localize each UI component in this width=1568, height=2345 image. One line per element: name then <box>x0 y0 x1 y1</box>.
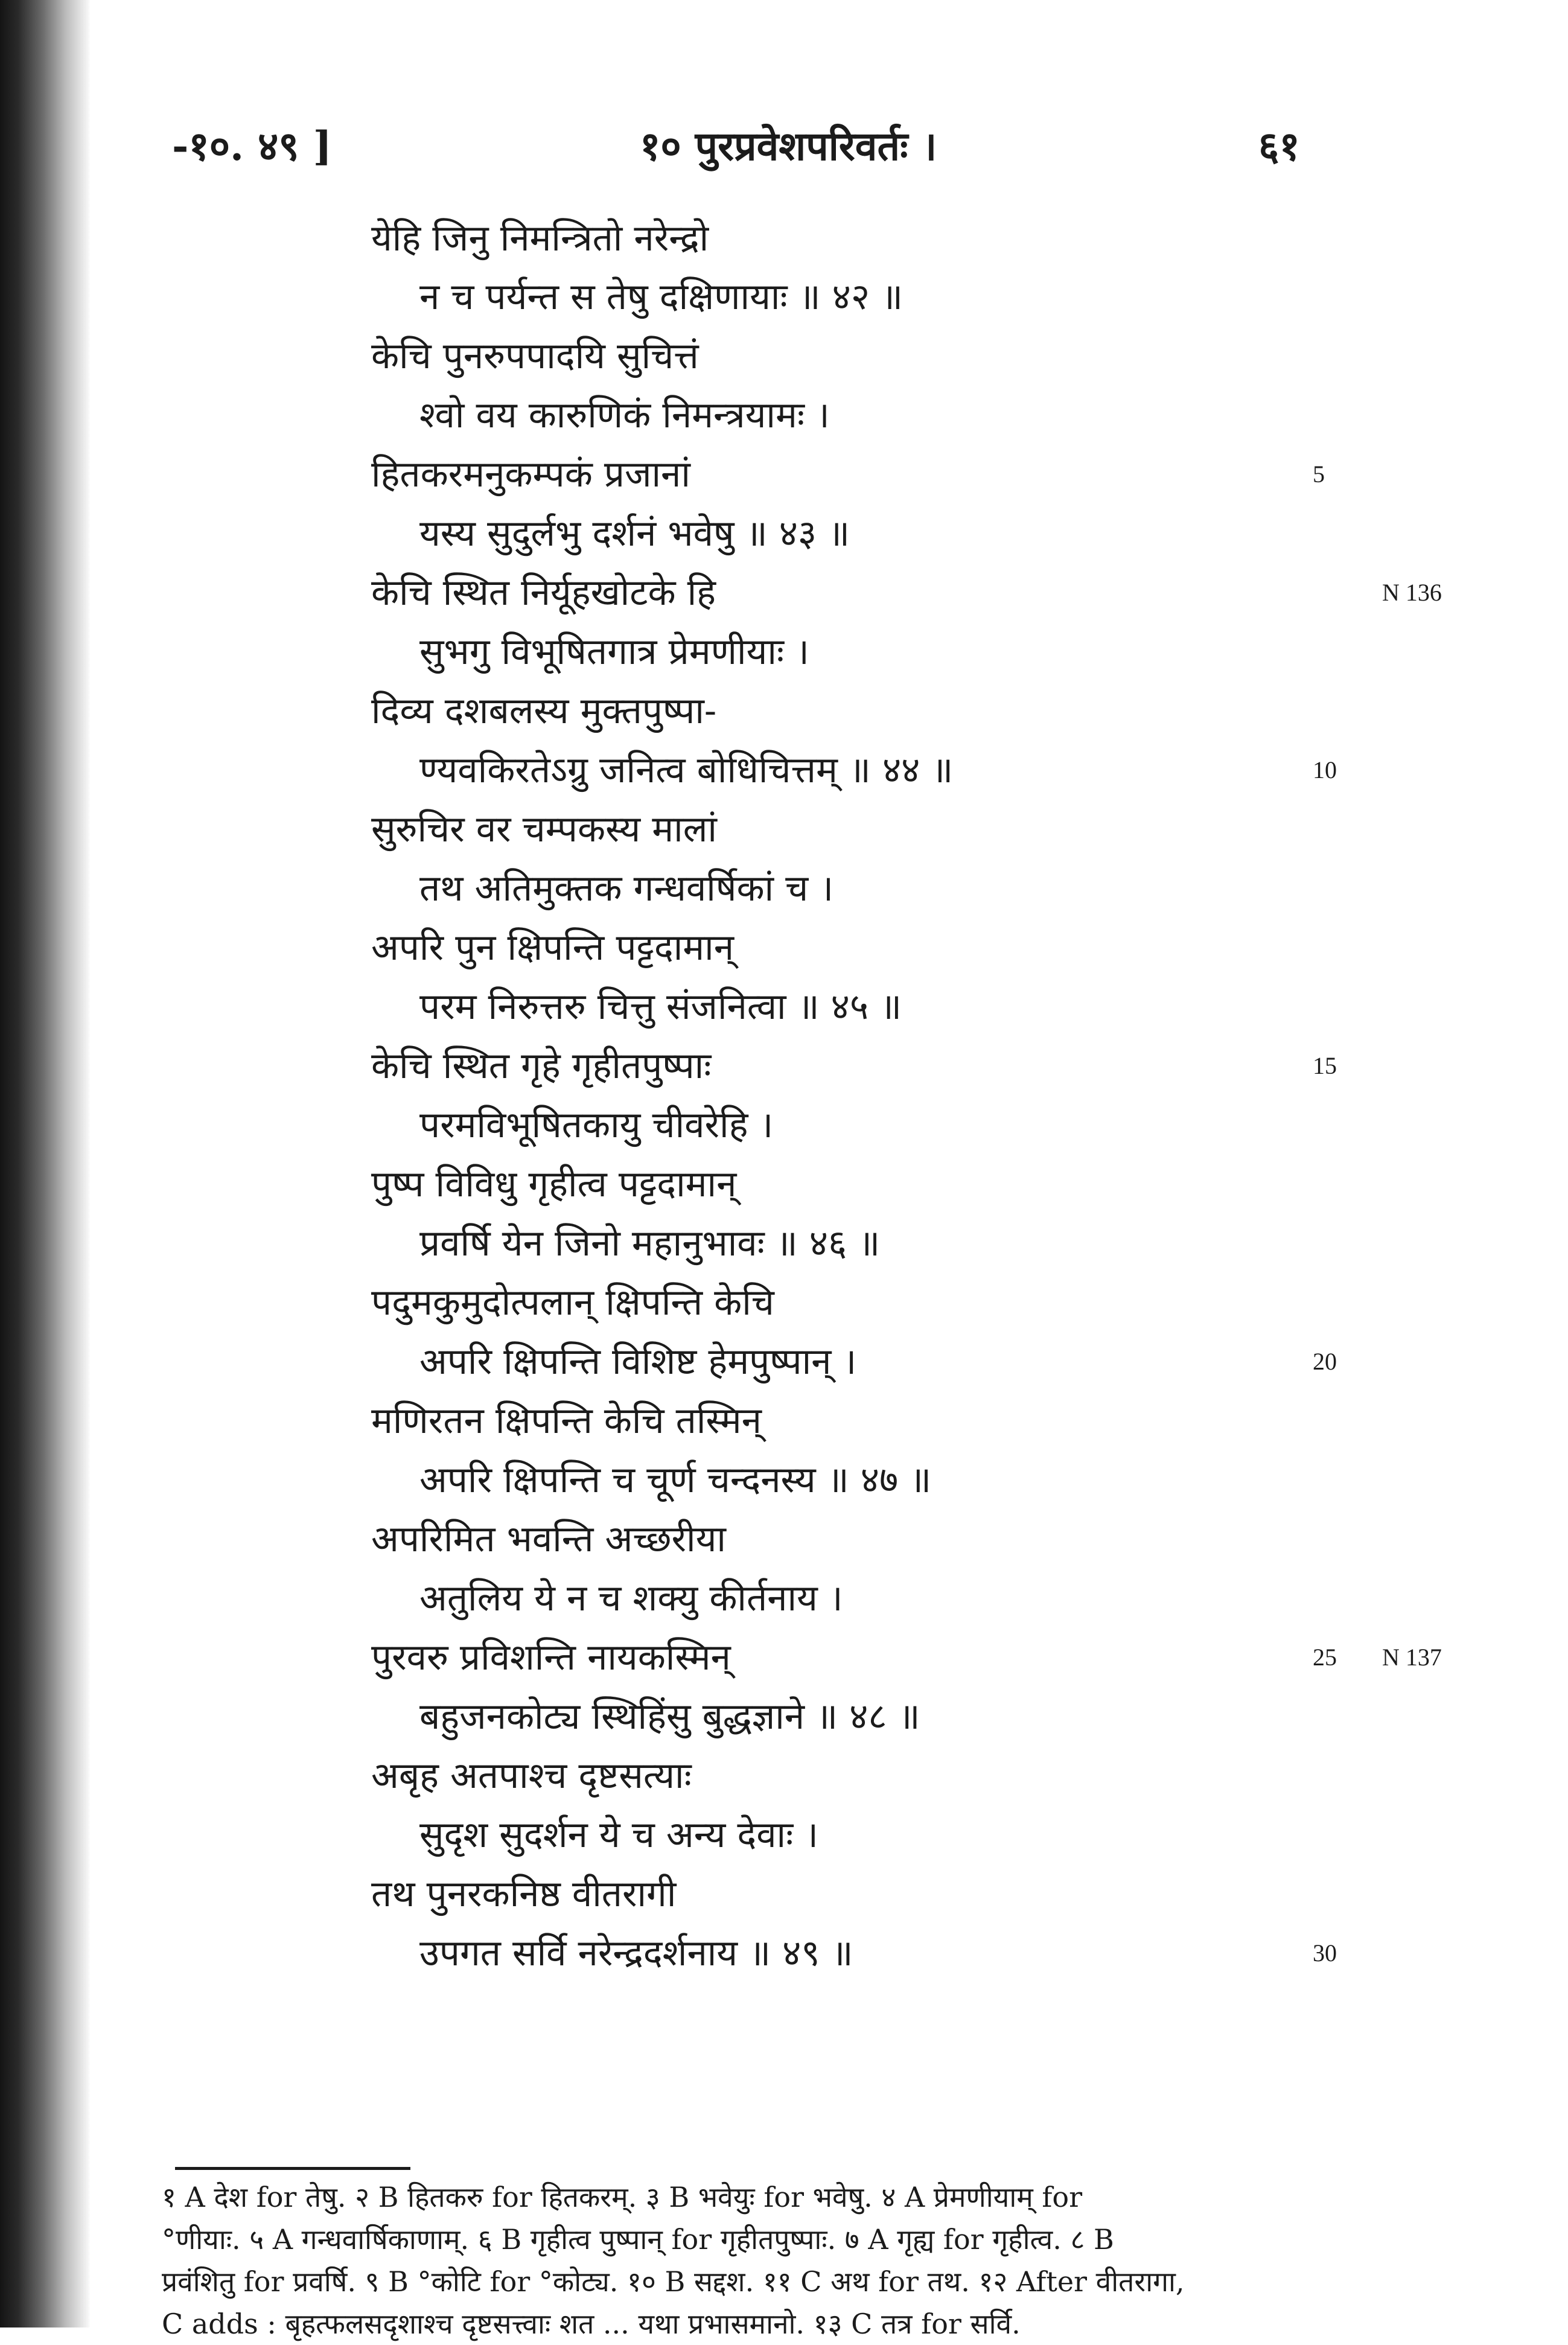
verse-line: पुष्प विविधु गृहीत्व पट्टदामान् <box>371 1163 737 1205</box>
scan-edge-shadow <box>0 0 91 2327</box>
verse-line: ण्यवकिरतेऽग्रु जनित्व बोधिचित्तम् ॥ ४४ ॥ <box>419 749 954 791</box>
verse-line: अबृह अतपाश्च दृष्टसत्याः <box>371 1755 692 1797</box>
verse-line: केचि स्थित निर्यूहखोटके हि <box>371 572 716 614</box>
verse-line: केचि पुनरुपपादयि सुचित्तं <box>371 335 699 377</box>
page-range-header: -१०. ४९ ] <box>172 123 332 170</box>
verse-line: अपरि पुन क्षिपन्ति पट्टदामान् <box>371 927 734 969</box>
verse-line: बहुजनकोट्य स्थिहिंसु बुद्धज्ञाने ॥ ४८ ॥ <box>419 1696 920 1738</box>
verse-line: पुरवरु प्रविशन्ति नायकस्मिन् <box>371 1636 731 1679</box>
footnote-line: प्रवंशितु for प्रवर्षि. ९ B °कोटि for °कोट्य. १० B सद्दश. ११ C अथ for तथ. १२ After वीतरागा, <box>162 2265 1185 2298</box>
verse-line: तथ अतिमुक्तक गन्धवर्षिकां च । <box>419 867 834 910</box>
verse-line: सुदृश सुदर्शन ये च अन्य देवाः । <box>419 1814 819 1856</box>
verse-line: अपरि क्षिपन्ति विशिष्ट हेमपुष्पान् । <box>419 1341 857 1383</box>
line-number: 20 <box>1313 1348 1337 1375</box>
verse-line: हितकरमनुकम्पकं प्रजानां <box>371 453 690 496</box>
verse-line: श्वो वय कारुणिकं निमन्त्रयामः । <box>419 394 830 436</box>
footnotes <box>162 2176 1308 2345</box>
verse-line: परम निरुत्तरु चित्तु संजनित्वा ॥ ४५ ॥ <box>419 986 902 1028</box>
manuscript-ref: N 137 <box>1382 1644 1442 1671</box>
verse-line: पदुमकुमुदोत्पलान् क्षिपन्ति केचि <box>371 1281 774 1324</box>
page-number: ६१ <box>1258 123 1300 170</box>
verse-line: अपरिमित भवन्ति अच्छरीया <box>371 1518 726 1560</box>
verse-line: प्रवर्षि येन जिनो महानुभावः ॥ ४६ ॥ <box>419 1222 881 1265</box>
verse-line: परमविभूषितकायु चीवरेहि । <box>419 1104 774 1146</box>
footnote-line: °णीयाः. ५ A गन्धवार्षिकाणाम्. ६ B गृहीत्व पुष्पान् for गृहीतपुष्पाः. ७ A गृह्य for गृहीत्व. ८ B <box>162 2223 1114 2256</box>
chapter-title: १० पुरप्रवेशपरिवर्तः । <box>640 123 937 170</box>
footnote-line: १ A देश for तेषु. २ B हितकरु for हितकरम्. ३ B भवेयुः for भवेषु. ४ A प्रेमणीयाम् for <box>162 2181 1083 2213</box>
manuscript-ref: N 136 <box>1382 579 1442 606</box>
line-number: 30 <box>1313 1939 1337 1967</box>
verse-line: अतुलिय ये न च शक्यु कीर्तनाय । <box>419 1577 843 1619</box>
verse-line: केचि स्थित गृहे गृहीतपुष्पाः <box>371 1045 712 1087</box>
verse-line: येहि जिनु निमन्त्रितो नरेन्द्रो <box>371 217 709 260</box>
verse-line: यस्य सुदुर्लभु दर्शनं भवेषु ॥ ४३ ॥ <box>419 512 850 555</box>
line-number: 25 <box>1313 1644 1337 1671</box>
verse-line: उपगत सर्वि नरेन्द्रदर्शनाय ॥ ४९ ॥ <box>419 1932 853 1974</box>
line-number: 15 <box>1313 1052 1337 1079</box>
verse-line: अपरि क्षिपन्ति च चूर्ण चन्दनस्य ॥ ४७ ॥ <box>419 1459 932 1501</box>
verse-line: सुरुचिर वर चम्पकस्य मालां <box>371 808 717 850</box>
verse-line: सुभगु विभूषितगात्र प्रेमणीयाः । <box>419 631 809 673</box>
line-number: 10 <box>1313 756 1337 783</box>
verse-line: मणिरतन क्षिपन्ति केचि तस्मिन् <box>371 1400 762 1442</box>
verse-line: तथ पुनरकनिष्ठ वीतरागी <box>371 1873 677 1915</box>
line-number: 5 <box>1313 461 1325 488</box>
verse-line: दिव्य दशबलस्य मुक्तपुष्पा- <box>371 690 717 732</box>
footnote-rule <box>175 2167 410 2170</box>
verse-line: न च पर्यन्त स तेषु दक्षिणायाः ॥ ४२ ॥ <box>419 276 904 318</box>
footnote-line: C adds : बृहत्फलसदृशाश्च दृष्टसत्त्वाः शत ... यथा प्रभासमानो. १३ C तत्र for सर्वि. <box>162 2308 1021 2340</box>
